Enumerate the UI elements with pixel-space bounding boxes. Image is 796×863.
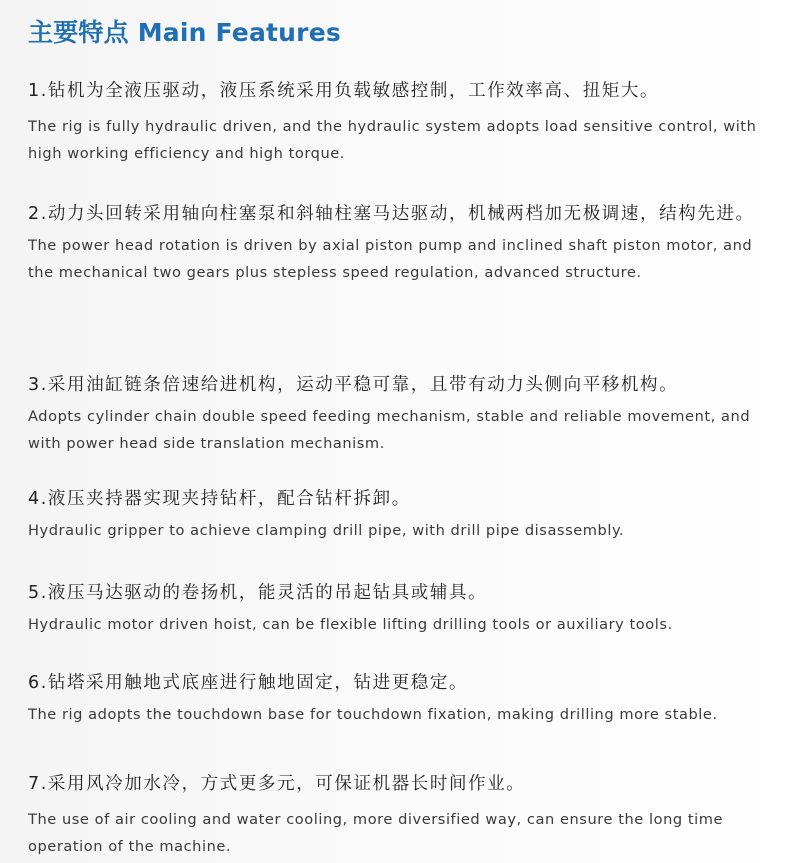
- feature-item-7: [28, 765, 768, 860]
- feature-3-english: Adopts cylinder chain double speed feeding mechanism, stable and reliable movement, and with power head side translation mechanism.: [28, 408, 751, 452]
- page-title: 主要特点 Main Features: [28, 18, 341, 47]
- feature-1-chinese: 1.钻机为全液压驱动，液压系统采用负载敏感控制，工作效率高、扭矩大。: [28, 81, 660, 101]
- feature-item-4: [28, 480, 768, 545]
- feature-4-chinese: 4.液压夹持器实现夹持钻杆，配合钻杆拆卸。: [28, 489, 411, 509]
- feature-6-chinese: 6.钻塔采用触地式底座进行触地固定，钻进更稳定。: [28, 673, 469, 693]
- feature-4-english: Hydraulic gripper to achieve clamping drill pipe, with drill pipe disassembly.: [28, 522, 625, 539]
- feature-1-english: The rig is fully hydraulic driven, and the hydraulic system adopts load sensitive control, with high working efficiency and high torque.: [28, 118, 757, 162]
- feature-6-english: The rig adopts the touchdown base for touchdown fixation, making drilling more stable.: [28, 706, 718, 723]
- feature-item-2: [28, 195, 768, 286]
- feature-item-5: [28, 574, 768, 639]
- feature-item-1: [28, 72, 768, 167]
- feature-3-chinese: 3.采用油缸链条倍速给进机构，运动平稳可靠，且带有动力头侧向平移机构。: [28, 375, 679, 395]
- feature-item-3: [28, 366, 768, 457]
- feature-2-english: The power head rotation is driven by axial piston pump and inclined shaft piston motor, and the mechanical two gears plus stepless speed regulation, advanced structure.: [28, 237, 753, 281]
- feature-7-chinese: 7.采用风冷加水冷，方式更多元，可保证机器长时间作业。: [28, 774, 526, 794]
- feature-7-english: The use of air cooling and water cooling, more diversified way, can ensure the long time operation of the machine.: [28, 811, 724, 855]
- feature-5-chinese: 5.液压马达驱动的卷扬机，能灵活的吊起钻具或辅具。: [28, 583, 488, 603]
- feature-5-english: Hydraulic motor driven hoist, can be flexible lifting drilling tools or auxiliary tools.: [28, 616, 673, 633]
- feature-item-6: [28, 664, 768, 729]
- feature-2-chinese: 2.动力头回转采用轴向柱塞泵和斜轴柱塞马达驱动，机械两档加无极调速，结构先进。: [28, 204, 755, 224]
